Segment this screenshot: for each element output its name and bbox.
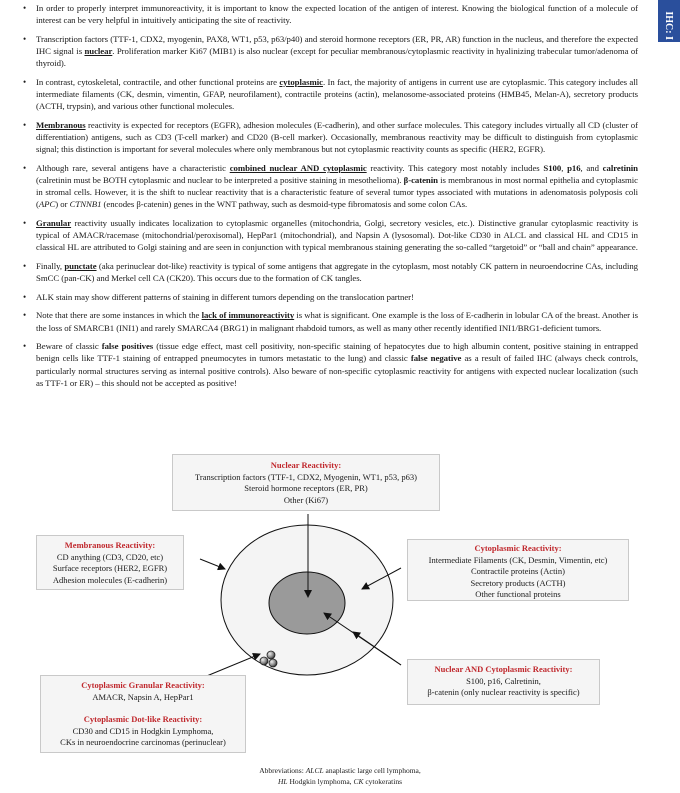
text-segment: reactivity. This category most notably includes (366, 162, 544, 173)
bold-term: β-catenin (403, 175, 438, 185)
box-line: Intermediate Filaments (CK, Desmin, Vimentin, etc) (428, 554, 608, 565)
text-segment: (aka perinuclear dot-like) reactivity is typical of some antigens that aggregate in the cytoplasm, most notably CK pattern in neuroendocrine CAs, including SmCC (pan-CK) and Merkel cell CA (CK20). This occurs due to the formation of CK tangles. (36, 261, 638, 284)
text-segment: as a result of failed IHC (always check controls, particularly normal structures serving as internal positive controls). Also beware of non-specific cytoplasmic reactivity for antigens with expected nuclear localization (such as TTF-1 or ER) – this should not be accepted as positive! (36, 353, 639, 388)
box-title: Cytoplasmic Granular Reactivity: (81, 680, 205, 690)
abbr-term: HL (278, 776, 288, 786)
text-segment: . In fact, the majority of antigens in current use are cytoplasmic. This category includes all intermediate filaments (CK, desmin, vimentin, GFAP, neurofilament), contractile proteins (actin), melanosome-associated proteins (HMB45, Melan-A), secretory products (ACTH, trypsin), and various other functional molecules. (36, 76, 638, 112)
bullet-item (22, 119, 638, 156)
key-term: Granular (36, 218, 72, 228)
box-line: S100, p16, Calretinin, (466, 675, 541, 686)
key-term: combined nuclear AND cytoplasmic (229, 162, 367, 173)
nucleus (269, 572, 345, 634)
box-line: Adhesion molecules (E-cadherin) (52, 574, 168, 585)
box-title: Cytoplasmic Reactivity: (474, 543, 562, 553)
box-title: Nuclear Reactivity: (270, 460, 342, 470)
text-segment: Note that there are some instances in which the (36, 310, 202, 321)
bullet-item (22, 340, 638, 389)
box-line: Steroid hormone receptors (ER, PR) (244, 483, 368, 494)
text-segment: , (561, 162, 568, 173)
box-title: Nuclear AND Cytoplasmic Reactivity: (434, 664, 573, 674)
abbreviations-note (200, 766, 480, 787)
bold-term: false negative (410, 353, 462, 364)
box-title: Membranous Reactivity: (64, 540, 156, 550)
abbr-def: cytokeratins (363, 776, 402, 786)
bullet-item (22, 291, 638, 303)
key-term: punctate (64, 261, 97, 271)
key-term: cytoplasmic (279, 76, 323, 87)
box-line: CD30 and CD15 in Hodgkin Lymphoma, (72, 725, 214, 736)
bullet-item (22, 2, 638, 26)
section-tab (658, 0, 680, 42)
box-line: β-catenin (only nuclear reactivity is specific) (427, 687, 580, 698)
gene-name: APC (38, 199, 56, 210)
bullet-item (22, 260, 638, 284)
text-segment: (calretinin must be BOTH cytoplasmic and nuclear to be interpreted a positive staining in mesothelioma). (36, 175, 404, 185)
text-segment: ) or (55, 199, 70, 210)
bold-term: S100 (543, 162, 562, 173)
box-line: Transcription factors (TTF-1, CDX2, Myogenin, WT1, p53, p63) (195, 471, 417, 482)
text-segment: Although rare, several antigens have a characteristic (36, 162, 230, 173)
box-line: Other functional proteins (475, 589, 561, 600)
text-segment: Transcription factors (TTF-1, CDX2, myogenin, PAX8, WT1, p53, p63/p40) and steroid hormone receptors (ER, PR, AR) function in the nucleus, and therefore the expected IHC signal is (36, 33, 638, 56)
box-line: CKs in neuroendocrine carcinomas (perinuclear) (60, 737, 226, 748)
text-segment: reactivity is expected for receptors (EGFR), adhesion molecules (E-cadherin), and other surface molecules. This category includes virtually all CD (cluster of differentiation) antigens, such as CD3 (T-cell marker) and CD20 (B-cell marker). Occasionally, membranous reactivity may be difficult to distinguish from cytoplasmic signal; this distinction is important for several molecules where only membranous but not cytoplasmic reactivity counts as specific (HER2, EGFR). (36, 119, 638, 155)
text-segment: In contrast, cytoskeletal, contractile, and other functional proteins are (36, 76, 280, 87)
granular-dotlike-reactivity-box (40, 675, 246, 753)
abbr-term: ALCL (305, 766, 324, 775)
bullet-item (22, 33, 638, 70)
nuclear-reactivity-box (172, 454, 440, 511)
membranous-reactivity-box (36, 535, 184, 590)
text-segment: is membranous in most normal epithelia and cytoplasmic in stromal cells. However, it is the shift to nuclear reactivity that is a characteristic feature of several tumor types associated with mutations in adenomatosis polyposis coli ( (36, 175, 638, 210)
box-line: AMACR, Napsin A, HepPar1 (92, 691, 194, 702)
text-segment: reactivity usually indicates localization to cytoplasmic organelles (mitochondria, Golgi, secretory vesicles, etc.). Distinctive granular cytoplasmic reactivity is typical of AMACR/racemase (mitochondrial/peroxisomal), HepPar1 (mitochondrial), and Napsin A (lysosomal). Dot-like CD30 in ALCL and classical HL and CD15 in classical HL are attributed to Golgi staining and are seen in conjunction with typical membranous staining generating the so-called “targetoid” or “ball and chain” appearance. (36, 218, 638, 253)
text-segment: (tissue edge effect, mast cell positivity, non-specific staining of hepatocytes due to high albumin content, positive staining in entrapped benign cells like TTF-1 staining of entrapped pneumocytes in tumors metastatic to the lung) and classic (36, 341, 638, 364)
reactivity-diagram (0, 440, 680, 793)
arrow-membranous (200, 559, 225, 569)
text-segment: In order to properly interpret immunoreactivity, it is important to know the expected location of the antigen of interest. Knowing the biological function of a molecule of interest can be very helpful in intuitively anticipating the site of reactivity. (36, 3, 638, 26)
bullet-item (22, 162, 638, 211)
abbr-term: CK (353, 776, 364, 786)
bullet-item (22, 76, 638, 113)
bold-term: false positives (101, 341, 154, 352)
text-segment: Beware of classic (36, 341, 102, 352)
box-line: Other (Ki67) (283, 494, 329, 505)
gene-name: CTNNB1 (69, 199, 102, 210)
key-term: nuclear (84, 46, 113, 56)
nuclear-and-cytoplasmic-reactivity-box (407, 659, 600, 705)
text-segment: Finally, (36, 261, 65, 271)
key-term: lack of immunoreactivity (201, 310, 295, 321)
text-segment: (encodes β-catenin) genes in the WNT pathway, such as desmoid-type fibromatosis and some colon CAs. (101, 199, 468, 210)
cytoplasmic-reactivity-box (407, 539, 629, 601)
box-line: Surface receptors (HER2, EGFR) (52, 563, 168, 574)
box-title: Cytoplasmic Dot-like Reactivity: (83, 714, 203, 725)
section-tab-label: IHC: I (663, 11, 675, 40)
box-line: Contractile proteins (Actin) (471, 566, 565, 577)
bold-term: p16 (567, 162, 581, 173)
bullet-item (22, 217, 638, 254)
bullet-item (22, 309, 638, 333)
text-segment: ALK stain may show different patterns of staining in different tumors depending on the translocation partner! (36, 291, 414, 302)
abbr-def: anaplastic large cell lymphoma, (323, 766, 421, 775)
bold-term: calretinin (602, 162, 638, 173)
text-segment: is what is significant. One example is the loss of E-cadherin in lobular CA of the breast. Another is the loss of SMARCB1 (INI1) and rarely SMARCA4 (BRG1) in malignant rhabdoid tumors, as well as many other recently identified INI1/BRG1-deficient tumors. (36, 310, 638, 333)
box-line: Secretory products (ACTH) (470, 577, 566, 588)
abbr-def: Hodgkin lymphoma, (287, 776, 354, 786)
box-line: CD anything (CD3, CD20, etc) (56, 551, 164, 562)
abbr-label: Abbreviations: (259, 766, 306, 775)
text-segment: . Proliferation marker Ki67 (MIB1) is also nuclear (except for peculiar membranous/cytoplasmic reactivity in hyalinizing trabecular tumor/adenoma of thyroid). (36, 46, 639, 69)
key-term: Membranous (36, 119, 86, 130)
bullet-list (22, 2, 638, 395)
text-segment: , and (580, 162, 603, 173)
